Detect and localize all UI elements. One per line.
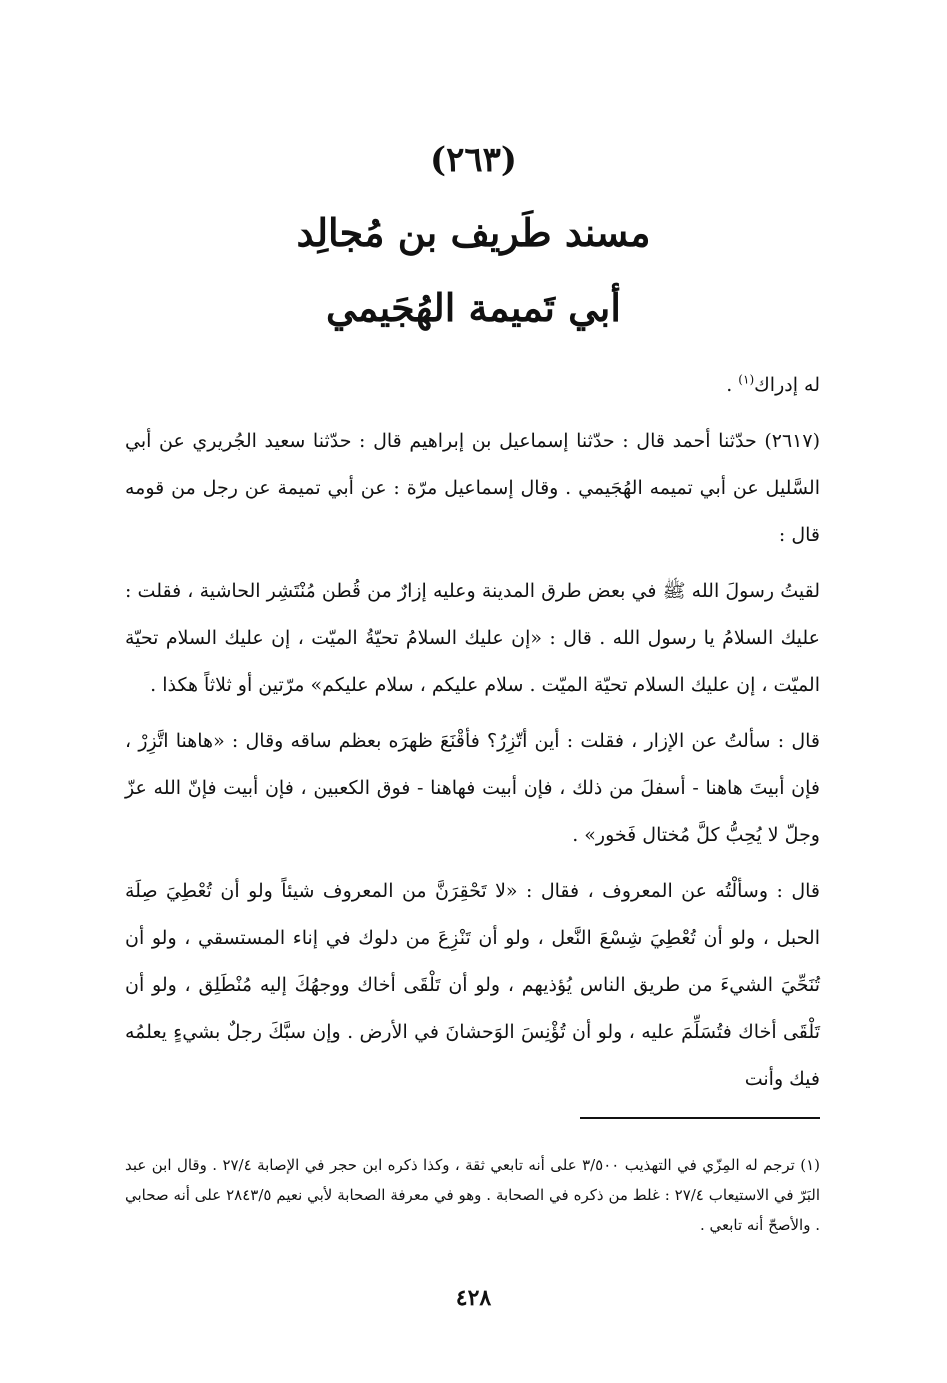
footnote-divider bbox=[580, 1117, 820, 1119]
hadith-text-paragraph: لقيتُ رسولَ الله ﷺ في بعض طرق المدينة وعليه إزارٌ من قُطن مُنْتَشِر الحاشية ، فقلت : عليك السلامُ يا رسول الله . قال : «إن عليك السلامُ تحيّةُ الميّت ، إن عليك السلام تحيّة الميّت ، إن عليك السلام تحيّة الميّت . سلام عليكم ، سلام عليكم» مرّتين أو ثلاثاً هكذا . bbox=[125, 580, 820, 696]
hadith-maruf-paragraph: قال : وسألْتُه عن المعروف ، فقال : «لا تَحْقِرَنَّ من المعروف شيئاً ولو أن تُعْطِيَ صِلَة الحبل ، ولو أن تُعْطِيَ شِسْعَ النَّعل ، ولو أن تَنْزِعَ من دلوك في إناء المستسقي ، ولو أن تُنَحِّيَ الشيءَ من طريق الناس يُؤذيهم ، ولو أن تَلْقَى أخاك ووجهُكَ إليه مُنْطَلِق ، ولو أن تَلْقَى أخاك فتُسَلِّمَ عليه ، ولو أن تُؤْنِسَ الوَحشانَ في الأرض . وإن سبَّكَ رجلٌ بشيءٍ يعلمُه فيك وأنت bbox=[125, 880, 820, 1090]
hadith-izar-paragraph: قال : سألتُ عن الإزار ، فقلت : أين أتّزِرُ؟ فأقْنَعَ ظهرَه بعظم ساقه وقال : «هاهنا اتَّزِرْ ، فإن أبيتَ هاهنا - أسفلَ من ذلك ، فإن أبيت فهاهنا - فوق الكعبين ، فإن أبيت فإنّ الله عزّ وجلّ لا يُحِبُّ كلَّ مُختال فَخور» . bbox=[125, 730, 820, 846]
intro-end: . bbox=[726, 374, 739, 396]
page-title: مسند طَريف بن مُجالِد bbox=[296, 210, 651, 255]
main-text bbox=[125, 362, 820, 1112]
section-number: (٢٦٣) bbox=[430, 140, 517, 180]
page-subtitle: أبي تَميمة الهُجَيمي bbox=[326, 285, 621, 330]
footnote: (١) ترجم له المِزّي في التهذيب ٣/٥٠٠ على أنه تابعي ثقة ، وكذا ذكره ابن حجر في الإصابة ٢٧/٤ . وقال ابن عبد البَرّ في الاستيعاب ٢٧/٤ : غلط من ذكره في الصحابة . وهو في معرفة الصحابة لأبي نعيم ٢٨٤٣/٥ على أنه صحابي . والأصحّ أنه تابعي . bbox=[125, 1156, 820, 1234]
page-number: ٤٢٨ bbox=[455, 1285, 492, 1311]
hadith-isnad-paragraph: (٢٦١٧) حدّثنا أحمد قال : حدّثنا إسماعيل بن إبراهيم قال : حدّثنا سعيد الجُريري عن أبي السَّليل عن أبي تميمه الهُجَيمي . وقال إسماعيل مرّة : عن أبي تميمة عن رجل من قومه قال : bbox=[125, 430, 820, 546]
intro-text: له إدراك bbox=[754, 374, 820, 396]
footnote-reference: (١) bbox=[738, 372, 755, 387]
intro-line bbox=[125, 362, 820, 409]
